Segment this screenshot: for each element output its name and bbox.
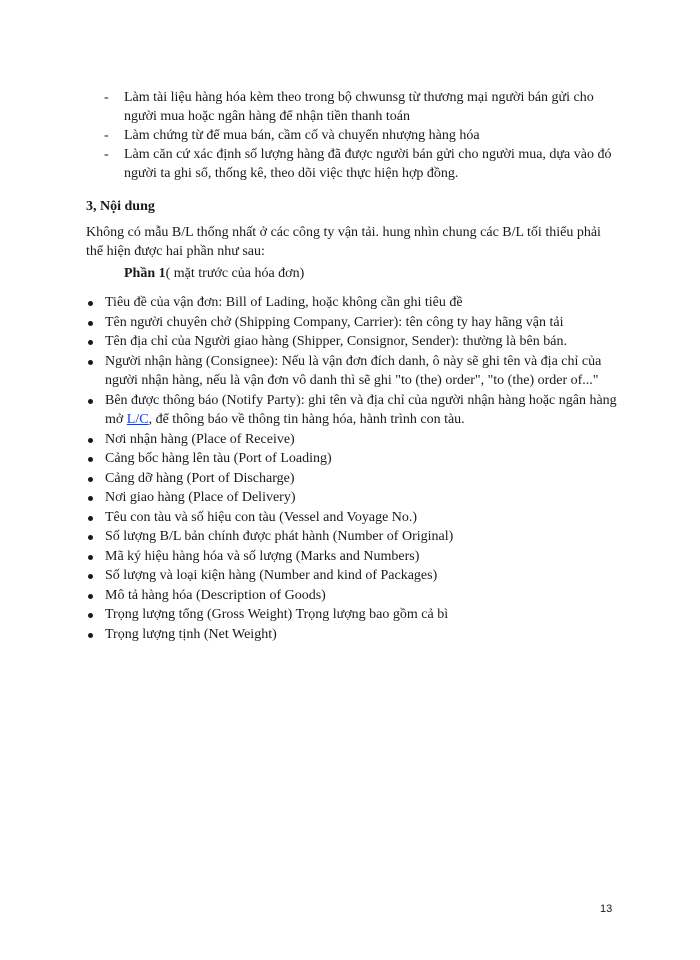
- list-item-text: Trọng lượng tổng (Gross Weight) Trọng lượng bao gồm cả bì: [105, 607, 449, 622]
- dash-marker: -: [104, 147, 109, 162]
- section-heading: 3, Nội dung: [86, 199, 155, 214]
- bullet-icon: [88, 633, 93, 638]
- bullet-icon: [88, 301, 93, 306]
- bullet-icon: [88, 496, 93, 501]
- list-item-text: Tên địa chỉ của Người giao hàng (Shipper, Consignor, Sender): thường là bên bán.: [105, 334, 567, 349]
- list-item-text: Têu con tàu và số hiệu con tàu (Vessel and Voyage No.): [105, 509, 418, 525]
- list-item: [86, 352, 626, 391]
- list-item-text: Người nhận hàng (Consignee): Nếu là vận đơn đích danh, ô này sẽ ghi tên và địa chỉ của người nhận hàng, nếu là vận đơn vô danh thì sẽ ghi "to (the) order", "to (the) order of...": [105, 353, 602, 388]
- list-item-text: Nơi nhận hàng (Place of Receive): [105, 431, 295, 447]
- bullet-icon: [88, 477, 93, 482]
- bullet-icon: [88, 516, 93, 521]
- list-item: [86, 332, 626, 352]
- page-number: 13: [600, 903, 613, 915]
- bullet-icon: [88, 340, 93, 345]
- lc-link[interactable]: L/C: [126, 412, 149, 427]
- list-item-text: Cảng dỡ hàng (Port of Discharge): [105, 470, 295, 486]
- list-item: [86, 293, 626, 313]
- list-item-text: Cảng bốc hàng lên tàu (Port of Loading): [105, 451, 332, 466]
- content-list: [86, 293, 626, 644]
- part-title-label: Phần 1: [124, 266, 166, 281]
- list-item: [86, 527, 626, 547]
- list-item: [104, 88, 624, 126]
- bullet-icon: [88, 555, 93, 560]
- list-item-notify-party: [86, 391, 626, 430]
- part-title: [124, 266, 304, 282]
- list-item: [86, 430, 626, 450]
- list-item-text: Mã ký hiệu hàng hóa và số lượng (Marks and Numbers): [105, 548, 420, 564]
- part-title-note: ( mặt trước của hóa đơn): [165, 266, 305, 281]
- dash-marker: -: [104, 128, 109, 143]
- bullet-icon: [88, 438, 93, 443]
- list-item: [86, 508, 626, 528]
- functions-list: [104, 88, 624, 183]
- bullet-icon: [88, 574, 93, 579]
- list-item: [86, 547, 626, 567]
- bullet-icon: [88, 399, 93, 404]
- list-item: [86, 449, 626, 469]
- bullet-icon: [88, 360, 93, 365]
- bullet-icon: [88, 613, 93, 618]
- list-item: [104, 126, 624, 145]
- list-item-text: Số lượng và loại kiện hàng (Number and kind of Packages): [105, 568, 438, 583]
- list-item-text: Tiêu đề của vận đơn: Bill of Lading, hoặc không cần ghi tiêu đề: [105, 295, 463, 310]
- list-item: [86, 488, 626, 508]
- bullet-icon: [88, 321, 93, 326]
- bullet-icon: [88, 457, 93, 462]
- bullet-icon: [88, 535, 93, 540]
- list-item: [86, 586, 626, 606]
- list-item-text: Số lượng B/L bản chính được phát hành (Number of Original): [105, 529, 454, 544]
- list-item-text: Làm chứng từ để mua bán, cầm cố và chuyển nhượng hàng hóa: [124, 128, 480, 143]
- list-item-text: Bên được thông báo (Notify Party): ghi tên và địa chỉ của người nhận hàng hoặc ngân hàng mở: [105, 392, 617, 427]
- list-item: [86, 605, 626, 625]
- list-item: [104, 145, 624, 183]
- list-item: [86, 566, 626, 586]
- list-item-text: Mô tả hàng hóa (Description of Goods): [105, 587, 326, 603]
- list-item: [86, 313, 626, 333]
- list-item-text: Nơi giao hàng (Place of Delivery): [105, 490, 296, 505]
- list-item: [86, 469, 626, 489]
- dash-marker: -: [104, 90, 109, 105]
- list-item-text: Tên người chuyên chở (Shipping Company, Carrier): tên công ty hay hãng vận tải: [105, 314, 564, 330]
- list-item-text: Làm tài liệu hàng hóa kèm theo trong bộ chwunsg từ thương mại người bán gửi cho người mua hoặc ngân hàng để nhận tiền thanh toán: [124, 90, 594, 124]
- bullet-icon: [88, 594, 93, 599]
- list-item-text: , để thông báo về thông tin hàng hóa, hành trình con tàu.: [148, 412, 465, 427]
- section-intro: Không có mẫu B/L thống nhất ở các công ty vận tải. hung nhìn chung các B/L tối thiểu phải thể hiện được hai phần như sau:: [86, 225, 601, 259]
- list-item-text: Trọng lượng tịnh (Net Weight): [105, 626, 277, 642]
- list-item: [86, 625, 626, 645]
- list-item-text: Làm căn cứ xác định số lượng hàng đã được người bán gửi cho người mua, dựa vào đó người ta ghi sổ, thống kê, theo dõi việc thực hiện hợp đồng.: [124, 147, 612, 181]
